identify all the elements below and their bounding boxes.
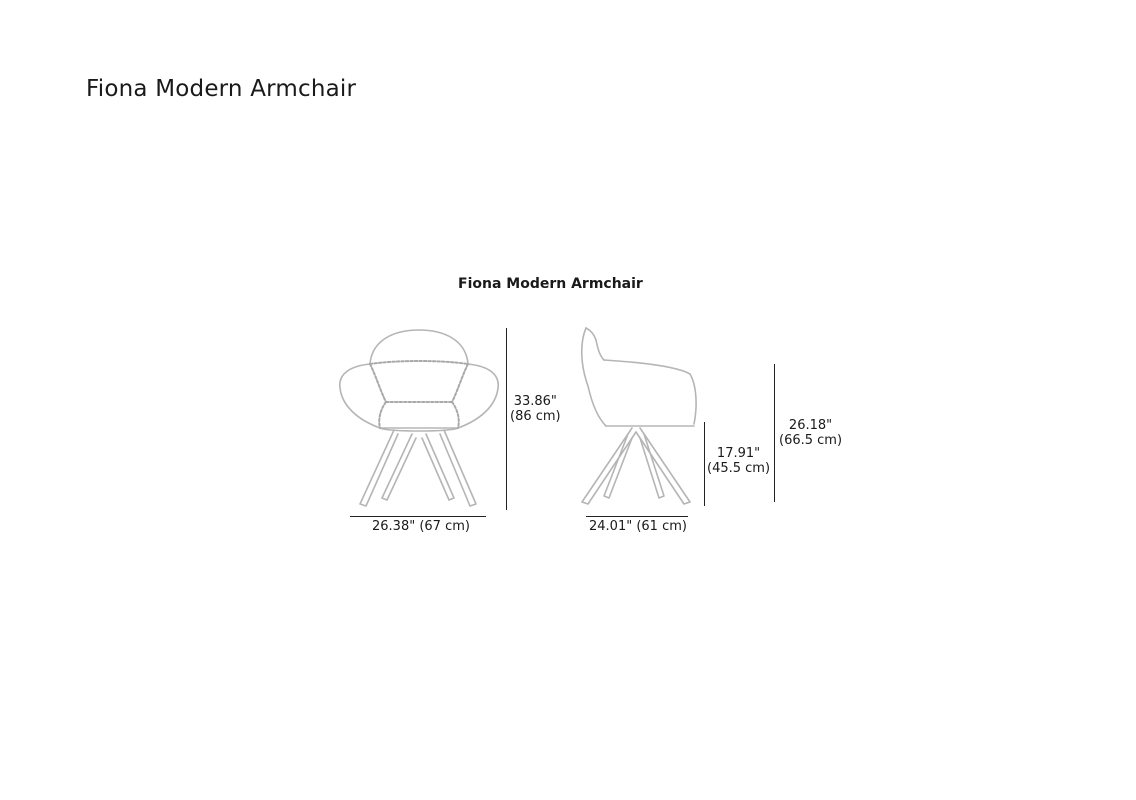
side-depth-label: 24.01" (61 cm) (589, 519, 687, 534)
side-arm-height-label (779, 418, 842, 448)
side-seat-height-in: 17.91" (716, 446, 761, 461)
side-seat-height-cm: (45.5 cm) (707, 461, 771, 476)
front-height-in: 33.86" (513, 394, 557, 409)
drawing-title: Fiona Modern Armchair (458, 276, 643, 292)
chair-front-view (336, 324, 502, 514)
front-height-cm: (86 cm) (510, 409, 561, 424)
chair-side-view (576, 324, 706, 514)
side-depth-dimension-line (586, 516, 688, 517)
page-title: Fiona Modern Armchair (86, 76, 357, 102)
side-seat-height-label (707, 446, 770, 476)
front-height-label (510, 394, 561, 424)
side-arm-height-in: 26.18" (788, 418, 833, 433)
side-arm-height-dimension-line (774, 364, 775, 502)
side-seat-height-dimension-line (704, 422, 705, 506)
front-height-dimension-line (506, 328, 507, 510)
front-width-dimension-line (350, 516, 486, 517)
side-arm-height-cm: (66.5 cm) (779, 433, 843, 448)
front-width-label: 26.38" (67 cm) (372, 519, 470, 534)
